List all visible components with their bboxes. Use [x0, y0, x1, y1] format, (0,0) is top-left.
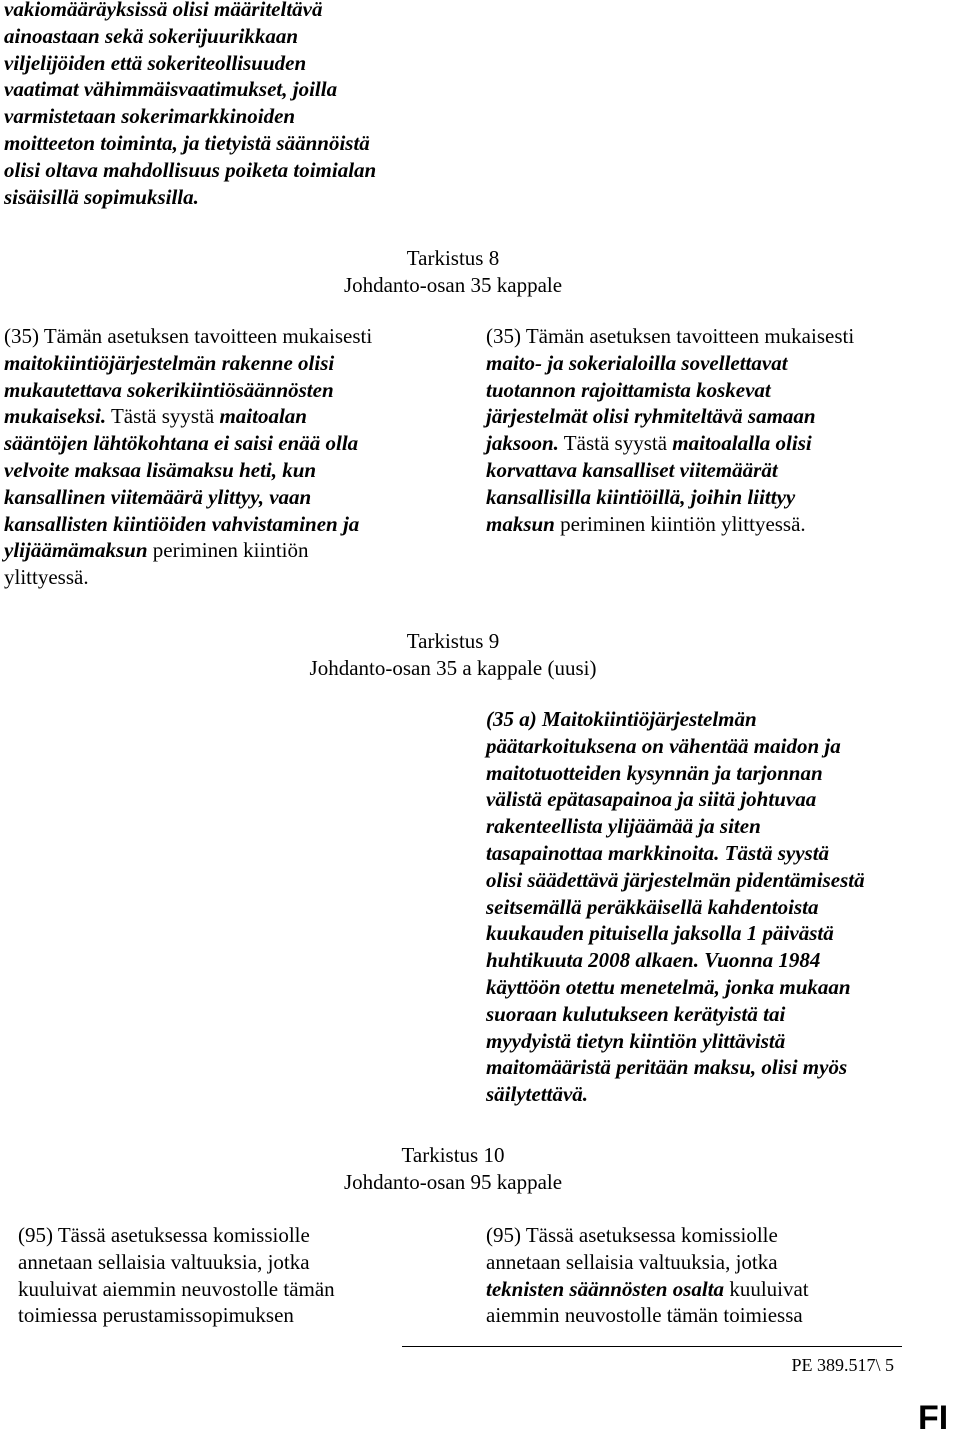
text-run: (95) Tässä asetuksessa komissiolle annetaan sellaisia valtuuksia, jotka	[486, 1223, 778, 1274]
text-run: (35) Tämän asetuksen tavoitteen mukaisesti	[4, 324, 373, 348]
text-run: (35) Tämän asetuksen tavoitteen mukaisesti	[486, 324, 855, 348]
amendment-8-subtitle: Johdanto-osan 35 kappale	[343, 273, 563, 297]
text-run-changed: maito- ja sokerialoilla sovellettavat tuotannon rajoittamista koskevat järjestelmät olisi ryhmiteltävä samaan jaksoon.	[486, 350, 816, 456]
amendment-9-subtitle: Johdanto-osan 35 a kappale (uusi)	[309, 656, 597, 680]
recital-continuation-text: vakiomääräyksissä olisi määriteltävä ainoastaan sekä sokerijuurikkaan viljelijöiden että sokeriteollisuuden vaatimat vähimmäisvaatimukset, joilla varmistetaan sokerimarkkinoiden moitteeton toiminta, ja tietyistä säännöistä olisi oltava mahdollisuus poiketa toimialan sisäisillä sopimuksilla.	[4, 0, 377, 209]
amendment-10-subtitle: Johdanto-osan 95 kappale	[343, 1170, 563, 1194]
text-run: Tästä syystä	[558, 431, 673, 456]
amendment-10-amended-text	[486, 1222, 946, 1329]
amendment-10-title: Tarkistus 10	[401, 1143, 505, 1167]
amendment-8-original-text	[4, 323, 444, 591]
document-reference: PE 389.517\ 5	[791, 1355, 894, 1375]
amendment-9-title: Tarkistus 9	[406, 629, 500, 653]
amendment-8-amended-text	[486, 323, 946, 537]
text-run-changed: maitoalalla olisi korvattava kansalliset viitemäärät kansallisilla kiintiöillä, joihin liittyy maksun	[486, 431, 812, 536]
amendment-9-amended-text: (35 a) Maitokiintiöjärjestelmän päätarkoituksena on vähentää maidon ja maitotuotteiden kysynnän ja tarjonnan välistä epätasapainoa ja siitä johtuvaa rakenteellista ylijäämää ja siten tasapainottaa markkinoita. Tästä syystä olisi säädettävä järjestelmän pidentämisestä seitsemällä peräkkäisellä kahdentoista kuukauden pituisella jaksolla 1 päivästä huhtikuuta 2008 alkaen. Vuonna 1984 käyttöön otettu menetelmä, jonka mukaan suoraan kulutukseen kerätyistä tai myydyistä tietyn kiintiön ylittävistä maitomääristä peritään maksu, olisi myös säilytettävä.	[486, 707, 865, 1107]
text-run-changed: maitoalan sääntöjen lähtökohtana ei saisi enää olla velvoite maksaa lisämaksu heti, kun kansallinen viitemäärä ylittyy, vaan kansallisten kiintiöiden vahvistaminen ja ylijäämämaksun	[4, 404, 360, 563]
footer-divider	[402, 1346, 902, 1347]
text-run: periminen kiintiön ylittyessä.	[554, 511, 806, 536]
text-run: periminen kiintiön ylittyessä.	[4, 538, 309, 590]
language-code: FI	[918, 1399, 949, 1437]
text-run-changed: teknisten säännösten osalta	[486, 1276, 725, 1301]
text-run-changed: maitokiintiöjärjestelmän rakenne olisi mukautettava sokerikiintiösäännösten mukaiseksi.	[4, 350, 335, 429]
amendment-8-title: Tarkistus 8	[406, 246, 500, 270]
text-run: Tästä syystä	[106, 404, 220, 429]
text-run: kuuluivat aiemmin neuvostolle tämän toimiessa	[486, 1276, 809, 1328]
amendment-10-original-text: (95) Tässä asetuksessa komissiolle annetaan sellaisia valtuuksia, jotka kuuluivat aiemmin neuvostolle tämän toimiessa perustamissopimuksen	[18, 1223, 335, 1328]
